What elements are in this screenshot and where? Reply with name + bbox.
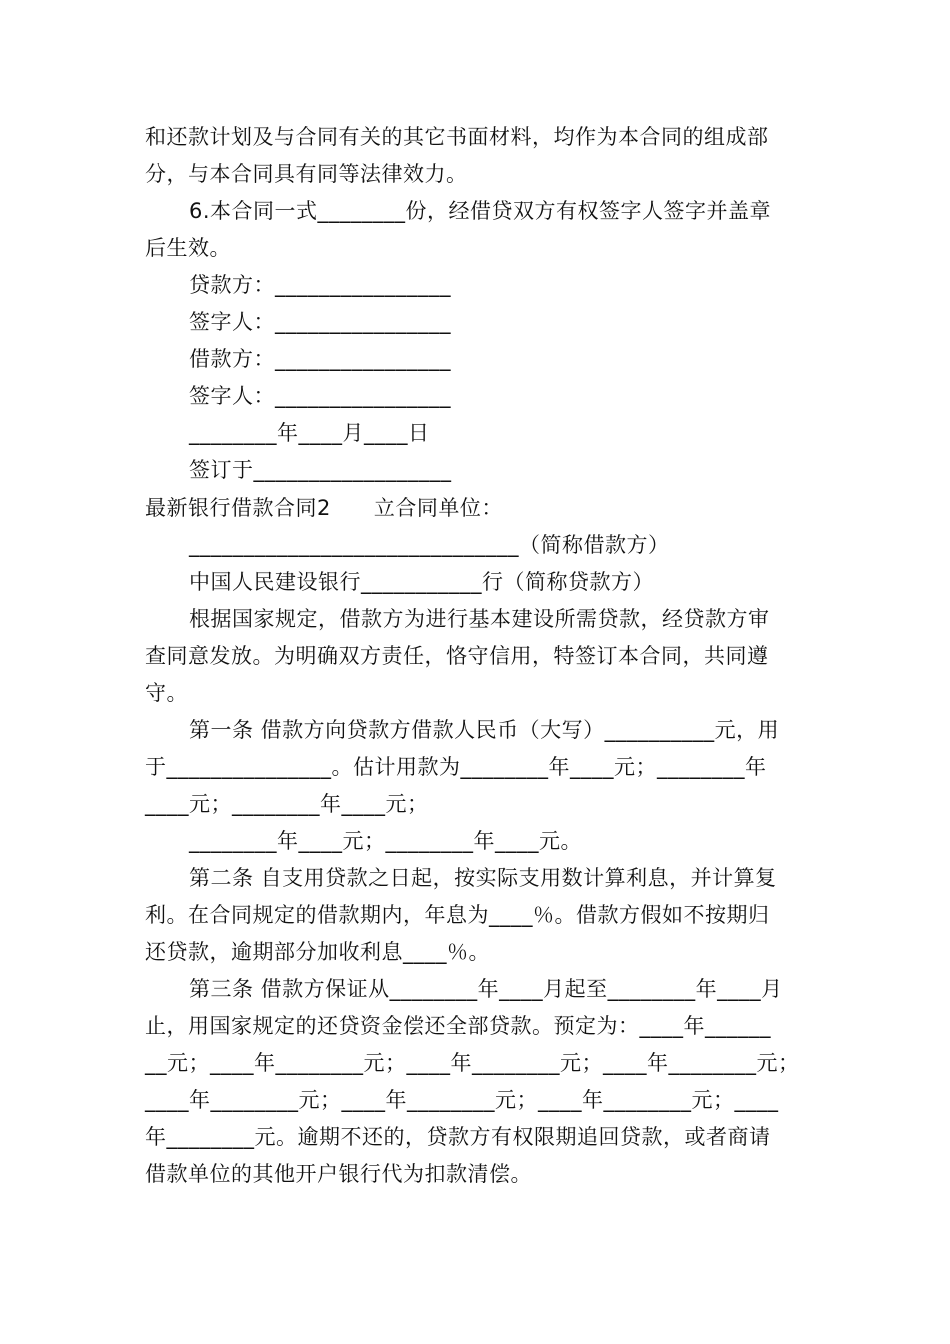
- text-line: ______________________________（简称借款方）: [189, 533, 670, 557]
- borrower-field: 借款方：________________: [189, 347, 451, 371]
- text-line: ____元；________年____元；: [145, 792, 429, 816]
- text-line: 后生效。: [145, 236, 231, 260]
- lender-signer-field: 签字人：________________: [189, 310, 451, 334]
- text-line: __元；____年________元；____年________元；____年________元；: [145, 1051, 800, 1075]
- text-line: 止，用国家规定的还贷资金偿还全部贷款。预定为：____年______: [145, 1014, 771, 1038]
- date-field: ________年____月____日: [189, 421, 430, 445]
- article-3: 第三条 借款方保证从________年____月起至________年____月: [189, 977, 783, 1001]
- signing-place-field: 签订于__________________: [189, 458, 452, 482]
- text-line: 于_______________。估计用款为________年____元；________年: [145, 755, 767, 779]
- text-line: ____年________元；____年________元；____年________元；____: [145, 1088, 779, 1112]
- text-line: 中国人民建设银行___________行（简称贷款方）: [189, 570, 654, 594]
- lender-field: 贷款方：________________: [189, 273, 451, 297]
- text-line: 还贷款，逾期部分加收利息____％。: [145, 940, 490, 964]
- text-line: ________年____元；________年____元。: [189, 829, 582, 853]
- text-line: 利。在合同规定的借款期内，年息为____％。借款方假如不按期归: [145, 903, 770, 927]
- section-heading: 最新银行借款合同2 立合同单位：: [145, 496, 503, 520]
- borrower-signer-field: 签字人：________________: [189, 384, 451, 408]
- text-line: 守。: [145, 681, 188, 705]
- article-2: 第二条 自支用贷款之日起，按实际支用数计算利息，并计算复: [189, 866, 777, 890]
- text-line: 和还款计划及与合同有关的其它书面材料，均作为本合同的组成部: [145, 125, 769, 149]
- text-line: 6.本合同一式________份，经借贷双方有权签字人签字并盖章: [189, 199, 772, 223]
- article-1: 第一条 借款方向贷款方借款人民币（大写）__________元，用: [189, 718, 780, 742]
- text-line: 借款单位的其他开户银行代为扣款清偿。: [145, 1162, 532, 1186]
- text-line: 分，与本合同具有同等法律效力。: [145, 162, 468, 186]
- text-line: 查同意发放。为明确双方责任，恪守信用，特签订本合同，共同遵: [145, 644, 769, 668]
- text-line: 年________元。逾期不还的，贷款方有权限期追回贷款，或者商请: [145, 1125, 771, 1149]
- text-line: 根据国家规定，借款方为进行基本建设所需贷款，经贷款方审: [189, 607, 770, 631]
